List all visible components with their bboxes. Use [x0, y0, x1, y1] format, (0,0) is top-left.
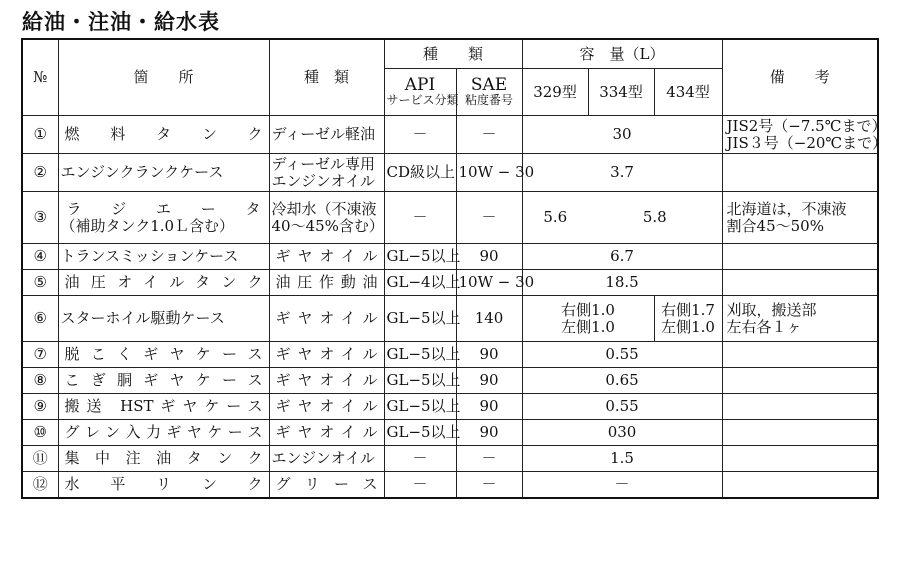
row-remark-line1: 刈取，搬送部 [726, 300, 817, 319]
row-sae: 90 [456, 368, 522, 394]
header-location: 箇 所 [58, 39, 269, 116]
row-remark [722, 154, 878, 192]
row-remark [722, 394, 878, 420]
row-remark-line2: 割合45～50% [726, 216, 824, 235]
row-location: 搬送 HSTギヤケース [58, 394, 269, 420]
row-type-line2: エンジンオイル [271, 171, 376, 190]
row-type: ギヤオイル [269, 244, 384, 270]
row-no: ② [22, 154, 58, 192]
row-api: GL−5以上 [384, 420, 456, 446]
row-capacity-line2: 左側1.0 [561, 317, 615, 336]
row-type [269, 154, 384, 192]
row-capacity-334-434: 5.8 [588, 192, 722, 244]
row-type-line2: 40～45%含む） [271, 216, 384, 235]
row-remark [722, 446, 878, 472]
row-remark [722, 244, 878, 270]
row-sae: 140 [456, 296, 522, 342]
row-type-line1: ディーゼル専用 [271, 154, 376, 173]
header-capacity-group: 容 量（L） [522, 39, 722, 69]
row-capacity-434-line1: 右側1.7 [661, 300, 715, 319]
row-no: ⑫ [22, 472, 58, 498]
row-capacity: 030 [522, 420, 722, 446]
table-row [22, 116, 878, 154]
row-no: ⑤ [22, 270, 58, 296]
row-api: GL−5以上 [384, 342, 456, 368]
row-remark [722, 192, 878, 244]
row-location: グレン入力ギヤケース [58, 420, 269, 446]
row-remark [722, 270, 878, 296]
row-capacity: 30 [522, 116, 722, 154]
row-capacity-line1: 右側1.0 [561, 300, 615, 319]
row-remark [722, 420, 878, 446]
row-no: ⑧ [22, 368, 58, 394]
row-no: ③ [22, 192, 58, 244]
row-capacity: 1.5 [522, 446, 722, 472]
header-type-group: 種 類 [384, 39, 522, 69]
table-row [22, 270, 878, 296]
header-sae [456, 69, 522, 116]
row-capacity: 0.65 [522, 368, 722, 394]
row-capacity-434-line2: 左側1.0 [661, 317, 715, 336]
row-sae: 90 [456, 394, 522, 420]
row-no: ⑩ [22, 420, 58, 446]
row-sae: 90 [456, 420, 522, 446]
header-type: 種 類 [269, 39, 384, 116]
table-row [22, 472, 878, 498]
row-location: 燃料タンク [58, 116, 269, 154]
table-row [22, 368, 878, 394]
row-capacity: 3.7 [522, 154, 722, 192]
table-row [22, 394, 878, 420]
row-type: ギヤオイル [269, 296, 384, 342]
row-capacity: － [522, 472, 722, 498]
row-type: ギヤオイル [269, 394, 384, 420]
row-capacity: 0.55 [522, 342, 722, 368]
row-no: ① [22, 116, 58, 154]
row-api: GL−4以上 [384, 270, 456, 296]
table-row [22, 244, 878, 270]
row-sae: － [456, 192, 522, 244]
header-sae-label: SAE [470, 75, 508, 95]
row-api: － [384, 116, 456, 154]
row-api: － [384, 446, 456, 472]
row-api: GL−5以上 [384, 296, 456, 342]
row-location: トランスミッションケース [58, 244, 269, 270]
header-api [384, 69, 459, 116]
row-type-line1: 冷却水（不凍液 [271, 199, 377, 218]
header-no: № [22, 39, 58, 116]
row-capacity: 18.5 [522, 270, 722, 296]
table-row [22, 342, 878, 368]
table-row [22, 154, 878, 192]
row-type [269, 192, 384, 244]
row-no: ⑥ [22, 296, 58, 342]
row-no: ⑪ [22, 446, 58, 472]
header-api-label: API [404, 75, 436, 95]
header-model-329: 329型 [522, 69, 588, 116]
row-location: こぎ胴ギヤケース [58, 368, 269, 394]
table-row [22, 296, 878, 342]
row-api: GL−5以上 [384, 368, 456, 394]
row-sae: 10W − 30 [456, 270, 522, 296]
row-sae: 10W − 30 [456, 154, 522, 192]
row-remark-line2: JIS３号（−20℃まで） [726, 133, 888, 152]
row-sae: － [456, 472, 522, 498]
row-location-line1: ラジエータ [66, 199, 261, 218]
row-location-line2: （補助タンク1.0Ｌ含む） [60, 216, 235, 235]
row-sae: 90 [456, 244, 522, 270]
row-sae: － [456, 446, 522, 472]
row-remark [722, 368, 878, 394]
header-sae-sub: 粘度番号 [465, 93, 514, 107]
row-sae: － [456, 116, 522, 154]
row-location [58, 192, 269, 244]
header-model-434: 434型 [654, 69, 722, 116]
row-remark-line1: JIS2号（−7.5℃まで） [726, 116, 887, 135]
row-api: － [384, 192, 456, 244]
row-capacity-329-334 [522, 296, 654, 342]
row-type: エンジンオイル [269, 446, 384, 472]
row-type: ギヤオイル [269, 420, 384, 446]
row-capacity: 6.7 [522, 244, 722, 270]
row-location: 集中注油タンク [58, 446, 269, 472]
page-title: 給油・注油・給水表 [22, 10, 220, 34]
row-api: CD級以上 [384, 154, 456, 192]
row-type: ギヤオイル [269, 342, 384, 368]
row-api: GL−5以上 [384, 394, 456, 420]
row-remark [722, 296, 878, 342]
lubrication-table [21, 38, 888, 499]
row-type: ギヤオイル [269, 368, 384, 394]
row-type: グリース [269, 472, 384, 498]
row-location: エンジンクランクケース [58, 154, 269, 192]
table-row [22, 420, 878, 446]
row-no: ④ [22, 244, 58, 270]
row-sae: 90 [456, 342, 522, 368]
header-model-334: 334型 [588, 69, 654, 116]
row-location: 油圧オイルタンク [58, 270, 269, 296]
row-capacity: 0.55 [522, 394, 722, 420]
header-row [22, 39, 878, 69]
table-row [22, 192, 878, 244]
row-location: 脱こくギヤケース [58, 342, 269, 368]
row-capacity-329: 5.6 [522, 192, 588, 244]
row-api: － [384, 472, 456, 498]
header-remarks: 備 考 [722, 39, 878, 116]
row-type: 油圧作動油 [269, 270, 384, 296]
row-capacity-434 [654, 296, 722, 342]
row-remark [722, 116, 888, 154]
row-no: ⑦ [22, 342, 58, 368]
table-row [22, 446, 878, 472]
row-no: ⑨ [22, 394, 58, 420]
header-api-sub: サービス分類 [386, 93, 459, 107]
row-location: スターホイル駆動ケース [58, 296, 269, 342]
row-remark [722, 472, 878, 498]
row-type: ディーゼル軽油 [269, 116, 384, 154]
row-api: GL−5以上 [384, 244, 456, 270]
row-location: 水平リンク [58, 472, 269, 498]
row-remark [722, 342, 878, 368]
row-remark-line2: 左右各１ヶ [726, 317, 802, 336]
row-remark-line1: 北海道は，不凍液 [726, 199, 847, 218]
